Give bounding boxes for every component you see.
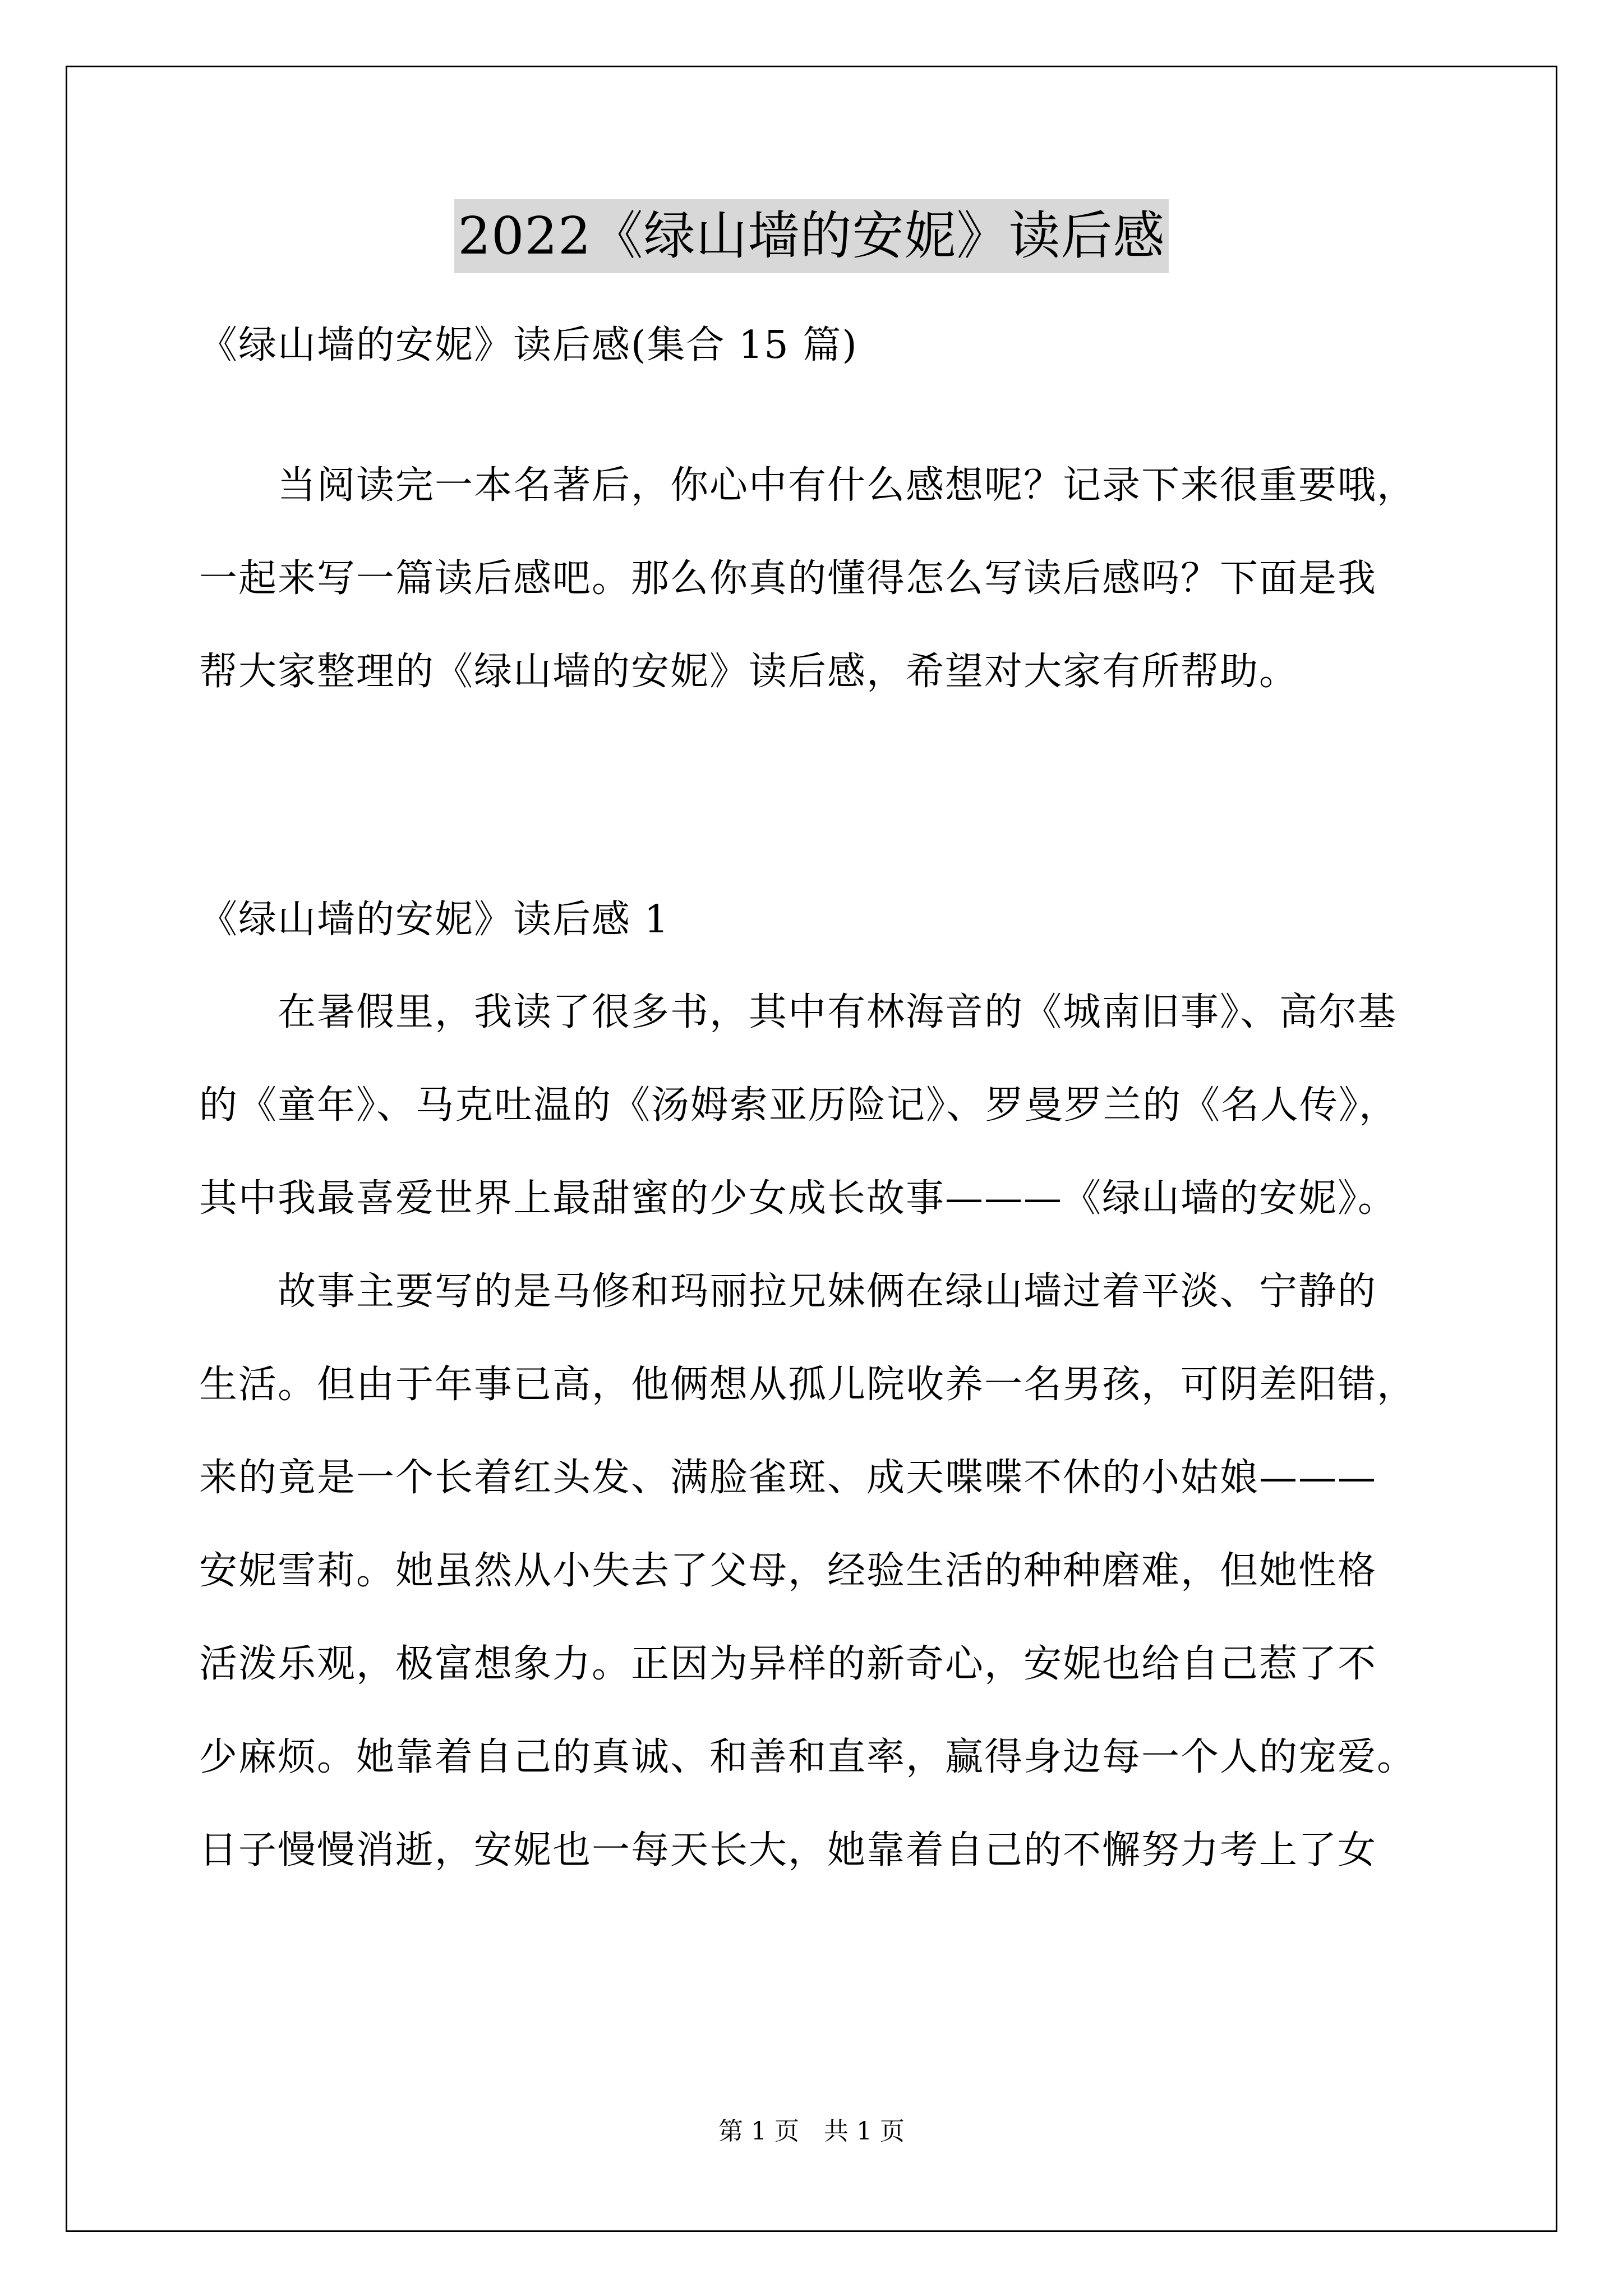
paragraph-line: 安妮雪莉。她虽然从小失去了父母，经验生活的种种磨难，但她性格 xyxy=(199,1549,1377,1593)
body-paragraphs xyxy=(199,979,1427,1910)
paragraph-line: 少麻烦。她靠着自己的真诚、和善和直率，赢得身边每一个人的宠爱。 xyxy=(199,1735,1417,1779)
paragraph-line: 日子慢慢消逝，安妮也一每天长大，她靠着自己的不懈努力考上了女 xyxy=(199,1828,1377,1872)
paragraph-line: 当阅读完一本名著后，你心中有什么感想呢？记录下来很重要哦， xyxy=(278,463,1417,508)
paragraph-line: 活泼乐观，极富想象力。正因为异样的新奇心，安妮也给自己惹了不 xyxy=(199,1642,1377,1686)
paragraph-line: 故事主要写的是马修和玛丽拉兄妹俩在绿山墙过着平淡、宁静的 xyxy=(278,1269,1377,1314)
document-subtitle: 《绿山墙的安妮》读后感(集合 15 篇) xyxy=(199,323,858,367)
paragraph-line: 的《童年》、马克吐温的《汤姆索亚历险记》、罗曼罗兰的《名人传》， xyxy=(199,1083,1399,1128)
page-footer: 第 1 页 共 1 页 xyxy=(718,2117,905,2146)
intro-paragraph xyxy=(199,452,1427,731)
paragraph-line: 在暑假里，我读了很多书，其中有林海音的《城南旧事》、高尔基 xyxy=(278,990,1398,1034)
paragraph-line: 一起来写一篇读后感吧。那么你真的懂得怎么写读后感吗？下面是我 xyxy=(199,556,1377,601)
paragraph-line: 来的竟是一个长着红头发、满脸雀斑、成天喋喋不休的小姑娘——— xyxy=(199,1456,1377,1500)
paragraph-line: 其中我最喜爱世界上最甜蜜的少女成长故事———《绿山墙的安妮》。 xyxy=(199,1176,1398,1221)
paragraph-line: 帮大家整理的《绿山墙的安妮》读后感，希望对大家有所帮助。 xyxy=(199,650,1299,694)
section-heading: 《绿山墙的安妮》读后感 1 xyxy=(199,898,670,942)
title-container xyxy=(0,199,1623,273)
document-title: 2022《绿山墙的安妮》读后感 xyxy=(454,199,1168,273)
paragraph-line: 生活。但由于年事已高，他俩想从孤儿院收养一名男孩，可阴差阳错， xyxy=(199,1363,1417,1407)
